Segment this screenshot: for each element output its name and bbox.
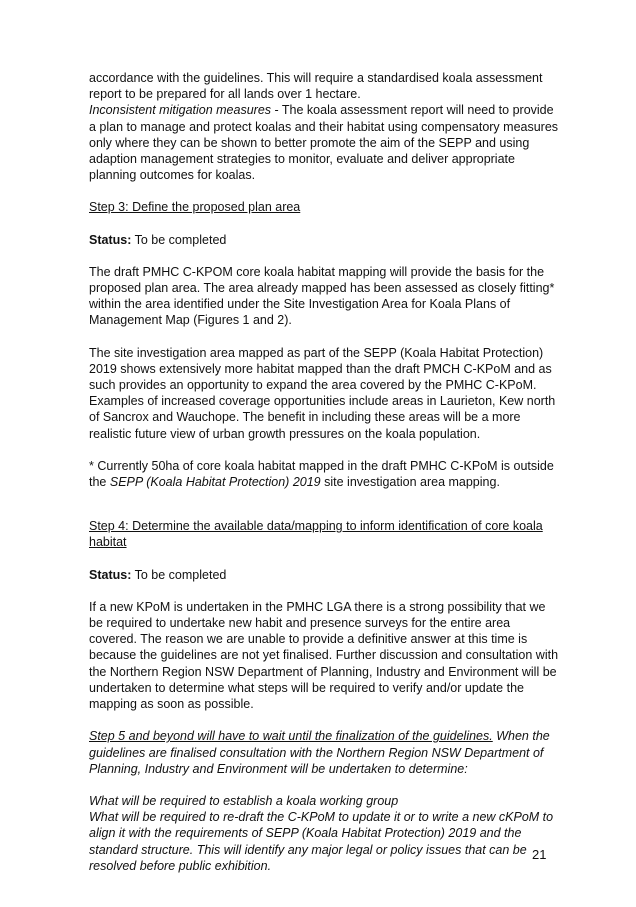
step5-item-2: What will be required to re-draft the C-KPoM to update it or to write a new cKPoM to align it with the requirements of SEPP (Koala Habitat Protection) 2019 and the standard structure. This will identify any major legal or policy issues that can be resolved before public exhibition. [89,810,554,873]
step3-paragraph-1: The draft PMHC C-KPOM core koala habitat mapping will provide the basis for the proposed plan area. The area already mapped has been assessed as closely fitting* within the area identified under the Site Investigation Area for Koala Plans of Management Map (Figures 1 and 2). [89,264,555,328]
status-value: To be completed [131,232,227,247]
footnote-italic: SEPP (Koala Habitat Protection) 2019 [109,475,321,490]
status-label: Status: [89,232,132,247]
footnote-text-b: site investigation area mapping. [320,475,500,490]
step5-intro [89,728,559,777]
inconsistent-label: Inconsistent mitigation measures [89,103,272,118]
step3-footnote [89,458,559,490]
inconsistent-text: - The koala assessment report will need to provide a plan to manage and protect koalas and their habitat using compensatory measures only where they can be shown to better promote the aim of the SEPP and using adaption management strategies to monitor, evaluate and deliver appropriate planning outcomes for koalas. [89,103,559,183]
document-body [89,70,559,874]
step5-heading: Step 5 and beyond will have to wait until the finalization of the guidelines. [89,729,493,744]
status-label: Status: [89,567,132,582]
step4-heading: Step 4: Determine the available data/mapping to inform identification of core koala habitat [89,519,543,550]
step3-heading: Step 3: Define the proposed plan area [89,200,301,215]
step3-status [89,232,559,248]
footnote-text-a: * Currently 50ha of core koala habitat mapped in the draft PMHC C-KPoM is outside the [89,458,554,490]
intro-paragraph [89,70,559,183]
step5-heading-rest: When the guidelines are finalised consultation with the Northern Region NSW Department of Planning, Industry and Environment will be undertaken to determine: [89,729,550,776]
step4-paragraph: If a new KPoM is undertaken in the PMHC LGA there is a strong possibility that we be required to undertake new habit and presence surveys for the entire area covered. The reason we are unable to provide a definitive answer at this time is because the guidelines are not yet finalised. Further discussion and consultation with the Northern Region NSW Department of Planning, Industry and Environment will be undertaken to determine what steps will be required to verify and/or update the mapping as soon as possible. [89,599,559,712]
step4-status [89,567,559,583]
step3-paragraph-2: The site investigation area mapped as part of the SEPP (Koala Habitat Protection) 2019 shows extensively more habitat mapped than the draft PMCH C-KPoM and as such provides an opportunity to expand the area covered by the PMHC C-KPoM. Examples of increased coverage opportunities include areas in Laurieton, Kew north of Sancrox and Wauchope. The benefit in including these areas will be a more realistic future view of urban growth pressures on the koala population. [89,345,556,441]
step5-item-1: What will be required to establish a koala working group [89,793,399,808]
status-value: To be completed [131,567,227,582]
page-number: 21 [532,847,547,862]
intro-line: accordance with the guidelines. This will require a standardised koala assessment report to be prepared for all lands over 1 hectare. [89,71,543,102]
